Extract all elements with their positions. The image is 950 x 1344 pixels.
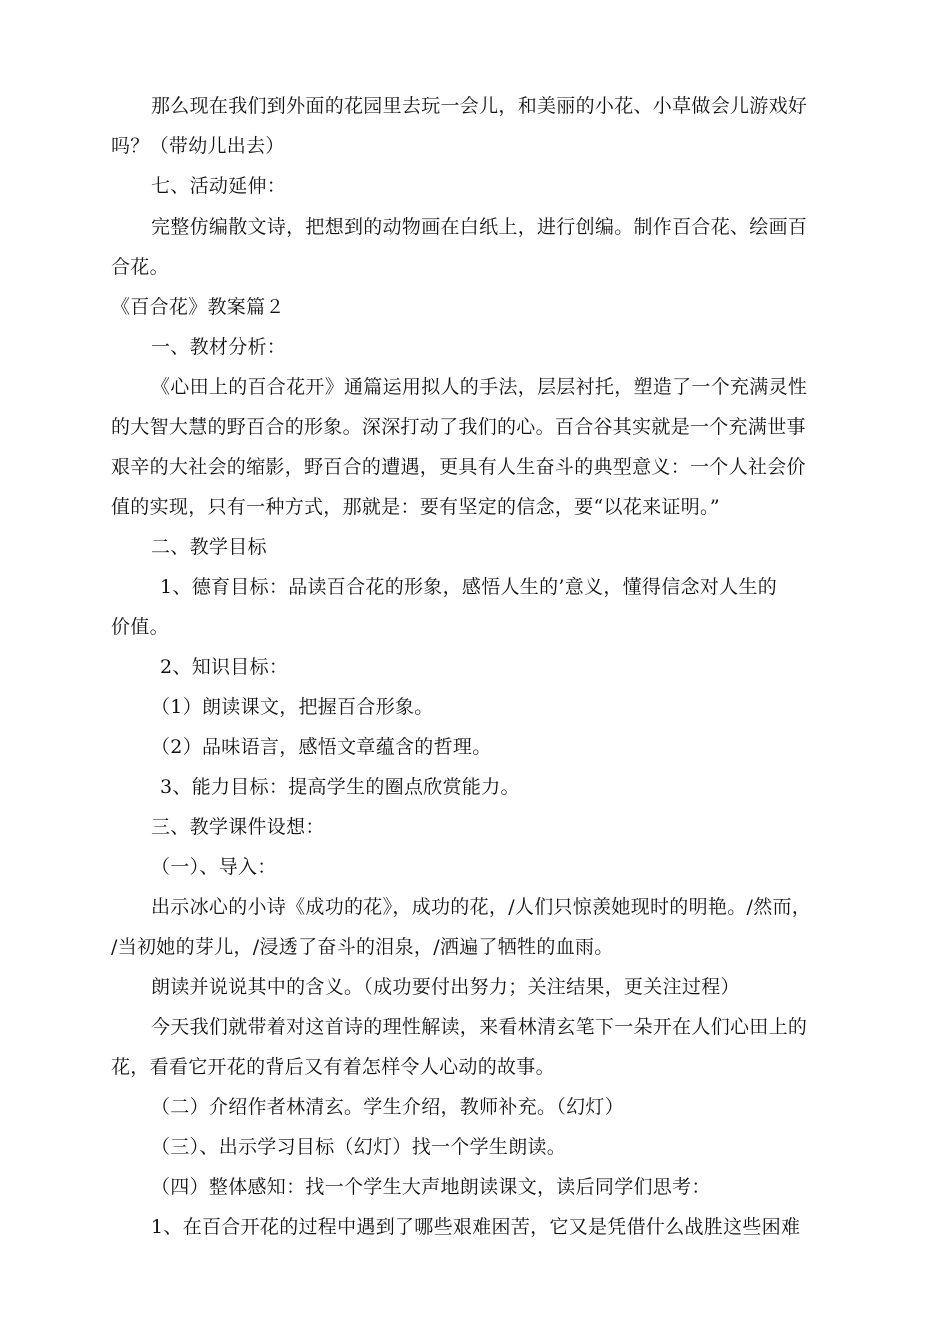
- text-line-9: 的大智大慧的野百合的形象。深深打动了我们的心。百合谷其实就是一个充满世事: [111, 416, 806, 438]
- text-line-27: （三）、出示学习目标（幻灯）找一个学生朗读。: [151, 1136, 567, 1158]
- text-line-28: （四）整体感知：找一个学生大声地朗读课文，读后同学们思考：: [151, 1176, 711, 1198]
- text-line-25: 花，看看它开花的背后又有着怎样令人心动的故事。: [111, 1056, 555, 1078]
- text-line-8: 《心田上的百合花开》通篇运用拟人的手法，层层衬托，塑造了一个充满灵性: [151, 376, 808, 398]
- text-line-10: 艰辛的大社会的缩影，野百合的遭遇，更具有人生奋斗的典型意义：一个人社会价: [111, 456, 806, 478]
- text-line-14: 价值。: [111, 616, 169, 638]
- section-heading-activity-extension: 七、活动延伸：: [151, 175, 287, 197]
- text-line-15: 2、知识目标：: [160, 656, 289, 678]
- text-line-1: 那么现在我们到外面的花园里去玩一会儿，和美丽的小花、小草做会儿游戏好: [151, 95, 808, 117]
- text-line-23: 朗读并说说其中的含义。（成功要付出努力；关注结果，更关注过程）: [151, 976, 740, 998]
- text-line-16: （1）朗读课文，把握百合形象。: [151, 696, 434, 718]
- text-line-29: 1、在百合开花的过程中遇到了哪些艰难困苦，它又是凭借什么战胜这些困难: [151, 1216, 801, 1238]
- text-line-26: （二）介绍作者林清玄。学生介绍，教师补充。（幻灯）: [151, 1096, 625, 1118]
- text-line-13: 1、德育目标：品读百合花的形象，感悟人生的’意义，懂得信念对人生的: [160, 576, 778, 598]
- section-heading-courseware: 三、教学课件设想：: [151, 816, 325, 838]
- text-line-18: 3、能力目标：提高学生的圈点欣赏能力。: [160, 776, 520, 798]
- text-line-20: （一）、导入：: [151, 856, 277, 878]
- article-title: 《百合花》教案篇２: [111, 296, 285, 318]
- text-line-5: 合花。: [111, 256, 169, 278]
- text-line-11: 值的实现，只有一种方式，那就是：要有坚定的信念，要“以花来证明。”: [111, 496, 720, 518]
- text-line-4: 完整仿编散文诗，把想到的动物画在白纸上，进行创编。制作百合花、绘画百: [151, 216, 808, 238]
- section-heading-teaching-goals: 二、教学目标: [151, 536, 267, 558]
- text-line-22: /当初她的芽儿，/浸透了奋斗的泪泉，/洒遍了牺牲的血雨。: [111, 936, 614, 958]
- text-line-24: 今天我们就带着对这首诗的理性解读，来看林清玄笔下一朵开在人们心田上的: [151, 1016, 808, 1038]
- text-line-2: 吗？（带幼儿出去）: [111, 135, 285, 157]
- section-heading-material-analysis: 一、教材分析：: [151, 336, 287, 358]
- text-line-17: （2）品味语言，感悟文章蕴含的哲理。: [151, 736, 492, 758]
- text-line-21: 出示冰心的小诗《成功的花》，成功的花，/人们只惊羡她现时的明艳。/然而，: [151, 896, 812, 918]
